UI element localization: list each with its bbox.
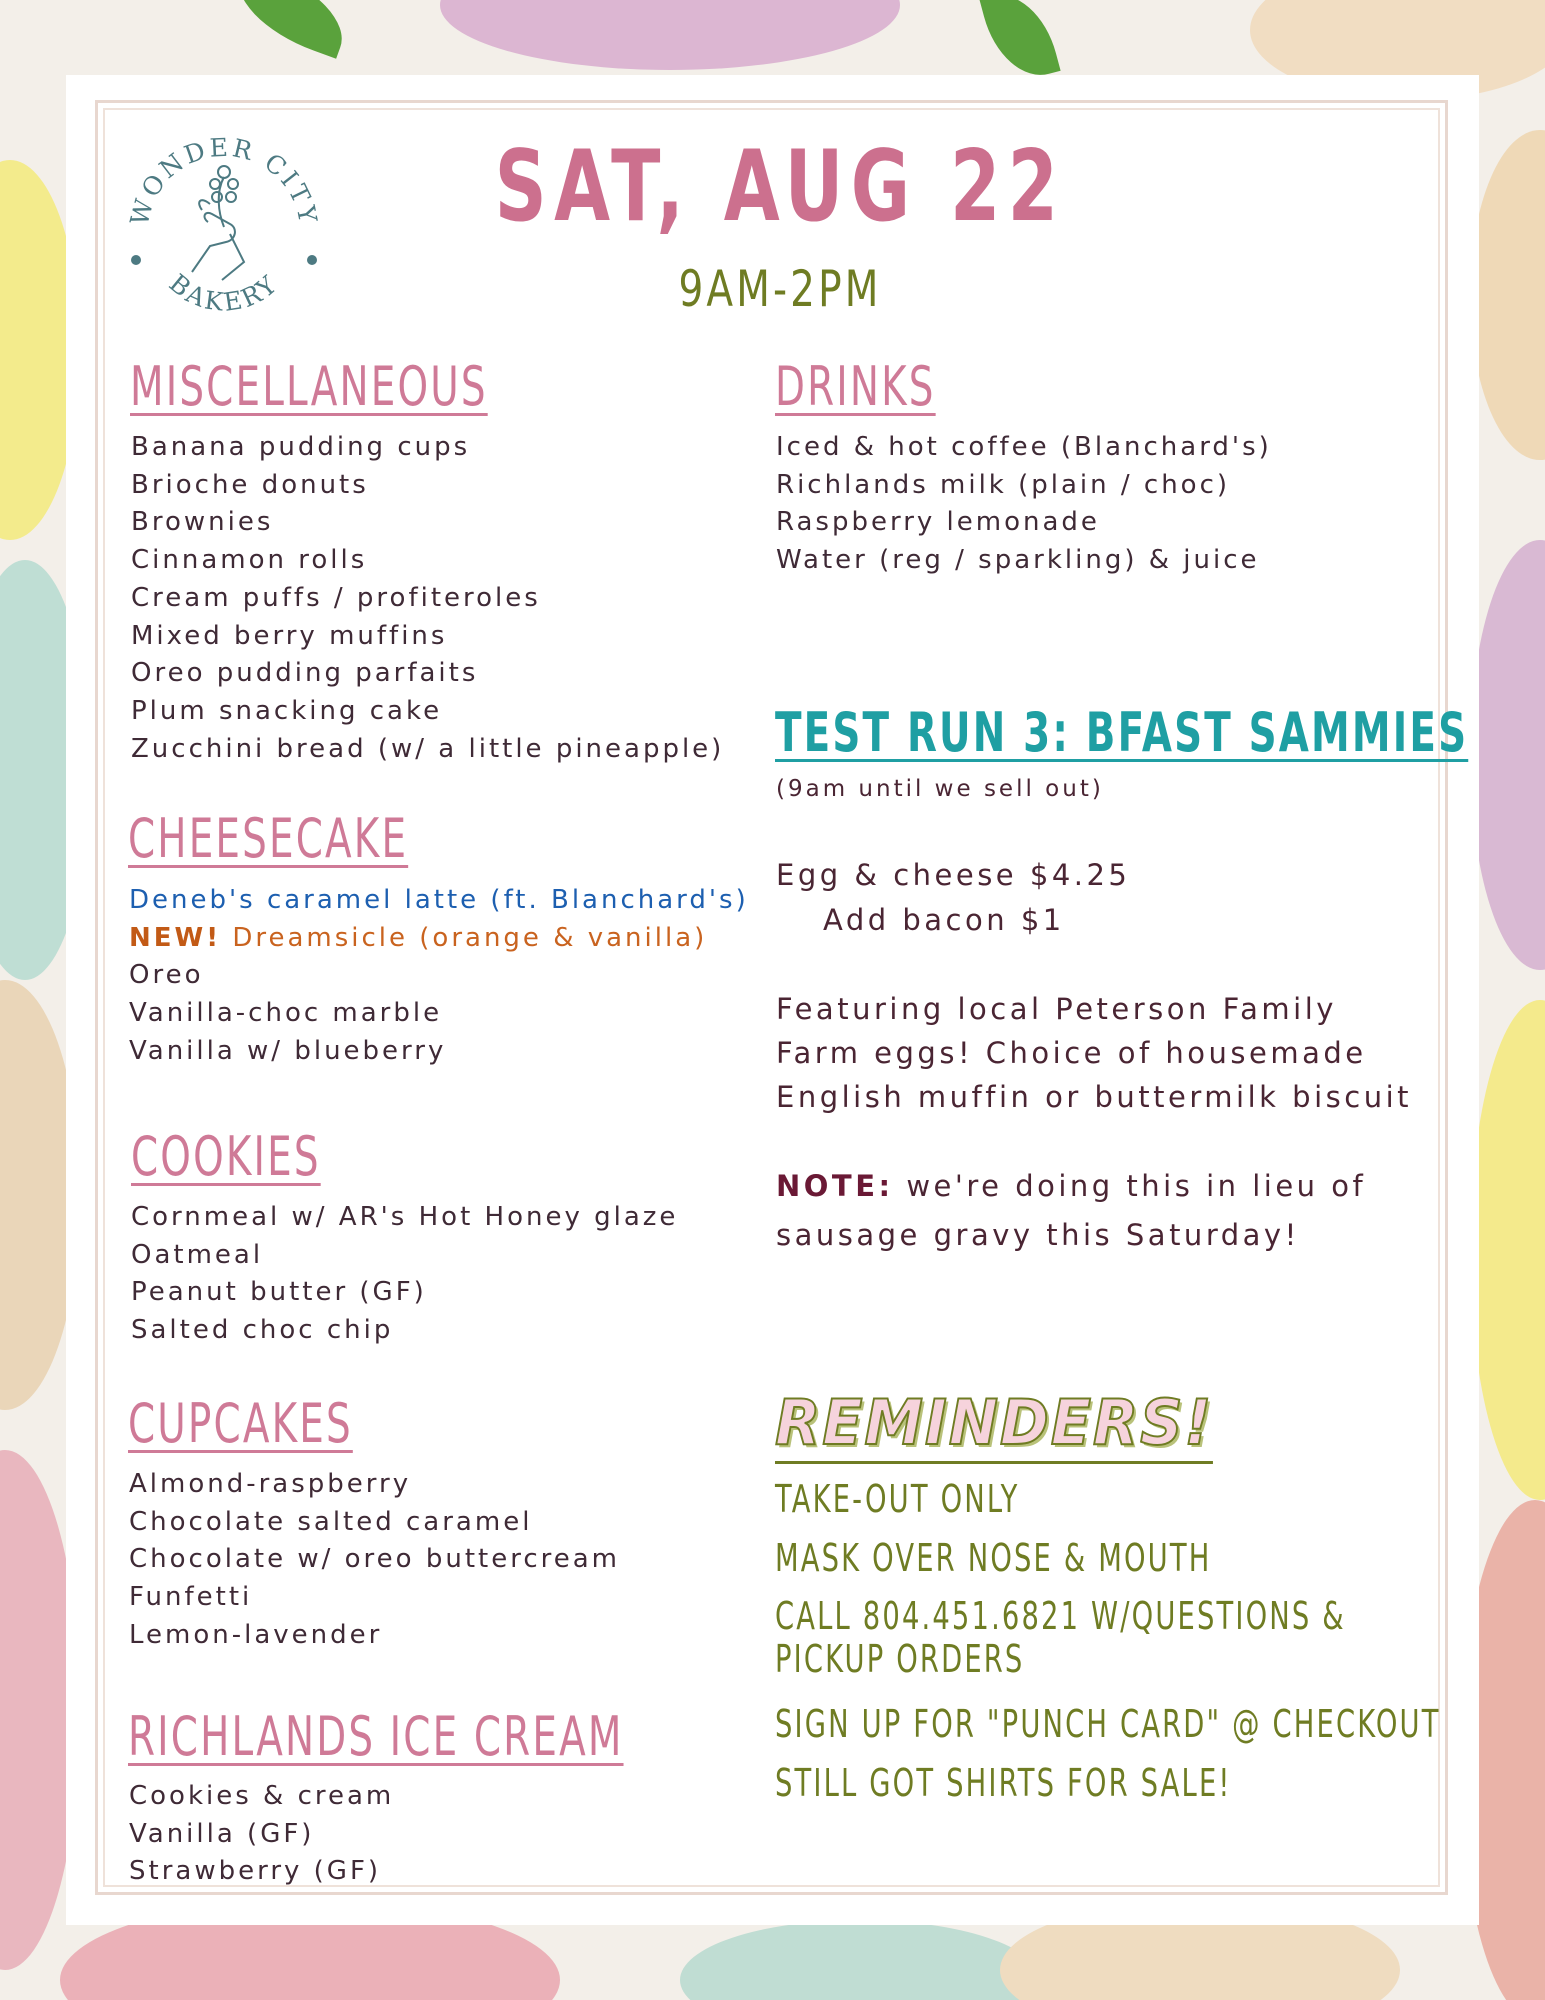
list-item: Raspberry lemonade [776, 507, 1100, 538]
ice-cream-list [129, 1778, 394, 1891]
cheesecake-heading: CHEESECAKE [128, 807, 409, 870]
feature-line: Farm eggs! Choice of housemade [776, 1036, 1367, 1070]
reminder-item: MASK OVER NOSE & MOUTH [775, 1536, 1212, 1580]
list-item: Almond-raspberry [129, 1469, 412, 1499]
list-item: Chocolate salted caramel [129, 1506, 533, 1537]
list-item: Mixed berry muffins [131, 620, 448, 651]
test-run-subtitle: (9am until we sell out) [776, 776, 1104, 802]
new-item-label: Dreamsicle (orange & vanilla) [232, 922, 708, 953]
reminder-item: TAKE-OUT ONLY [775, 1477, 1020, 1521]
list-item: Vanilla (GF) [129, 1818, 315, 1849]
hand-flower-icon [192, 166, 244, 280]
list-item: Banana pudding cups [131, 432, 471, 462]
list-item: Oatmeal [131, 1239, 264, 1270]
bakery-logo [118, 122, 330, 334]
test-run-price: Egg & cheese $4.25 [776, 858, 1131, 892]
list-item: Cream puffs / profiteroles [131, 582, 541, 613]
cookies-heading: COOKIES [131, 1125, 321, 1188]
svg-text:BAKERY [164, 268, 285, 317]
svg-text:WONDER CITY [125, 133, 323, 229]
macaron-decoration [1470, 130, 1545, 460]
list-item: Brownies [131, 507, 274, 538]
note-line [776, 1169, 1366, 1203]
list-item: Oreo pudding parfaits [131, 658, 479, 689]
event-date: SAT, AUG 22 [494, 130, 1066, 244]
list-item: Richlands milk (plain / choc) [776, 469, 1231, 500]
reminder-item: CALL 804.451.6821 W/QUESTIONS & [775, 1594, 1346, 1638]
cheesecake-list [129, 882, 749, 1071]
misc-heading: MISCELLANEOUS [130, 355, 488, 418]
list-item: Strawberry (GF) [129, 1856, 382, 1887]
list-item: Cinnamon rolls [131, 545, 368, 576]
drinks-list [776, 429, 1272, 580]
macaron-decoration [440, 0, 900, 70]
logo-top-text: WONDER CITY [124, 132, 324, 229]
new-item [129, 920, 749, 958]
cupcakes-heading: CUPCAKES [128, 1392, 353, 1455]
list-item: Oreo [129, 960, 204, 991]
list-item: Cookies & cream [129, 1781, 395, 1811]
test-run-heading: TEST RUN 3: BFAST SAMMIES [775, 701, 1469, 764]
cupcakes-list [129, 1466, 620, 1655]
list-item: Peanut butter (GF) [131, 1277, 427, 1308]
list-item: Iced & hot coffee (Blanchard's) [776, 432, 1272, 462]
list-item: Plum snacking cake [131, 695, 443, 726]
drinks-heading: DRINKS [775, 355, 936, 418]
note-text: we're doing this in lieu of [906, 1169, 1367, 1203]
note-label: NOTE: [776, 1169, 894, 1203]
featured-item: Deneb's caramel latte (ft. Blanchard's) [129, 885, 749, 915]
misc-list [131, 429, 724, 768]
reminders-heading: REMINDERS! [775, 1386, 1214, 1459]
reminder-item: STILL GOT SHIRTS FOR SALE! [775, 1761, 1232, 1805]
leaf-decoration [979, 0, 1060, 86]
ice-cream-heading: RICHLANDS ICE CREAM [128, 1705, 624, 1768]
feature-line: Featuring local Peterson Family [776, 992, 1337, 1026]
reminder-item: PICKUP ORDERS [775, 1637, 1025, 1681]
list-item: Cornmeal w/ AR's Hot Honey glaze [131, 1202, 679, 1232]
leaf-decoration [223, 0, 356, 59]
list-item: Lemon-lavender [129, 1619, 383, 1650]
list-item: Brioche donuts [131, 469, 369, 500]
macaron-decoration [680, 1920, 1040, 2000]
reminder-item: SIGN UP FOR "PUNCH CARD" @ CHECKOUT [775, 1702, 1441, 1746]
list-item: Chocolate w/ oreo buttercream [129, 1544, 620, 1575]
logo-bottom-text: BAKERY [163, 268, 285, 318]
list-item: Funfetti [129, 1582, 253, 1613]
test-run-addon: Add bacon $1 [823, 903, 1065, 937]
list-item: Vanilla w/ blueberry [129, 1035, 447, 1066]
macaron-decoration [1470, 540, 1545, 970]
cookies-list [131, 1199, 678, 1350]
list-item: Zucchini bread (w/ a little pineapple) [131, 733, 725, 764]
list-item: Salted choc chip [131, 1315, 394, 1346]
event-hours: 9AM-2PM [678, 260, 882, 318]
new-badge: NEW! [129, 922, 222, 953]
macaron-decoration [1470, 1000, 1545, 1500]
list-item: Water (reg / sparkling) & juice [776, 545, 1260, 576]
note-line-2: sausage gravy this Saturday! [776, 1218, 1300, 1252]
list-item: Vanilla-choc marble [129, 998, 443, 1029]
feature-line: English muffin or buttermilk biscuit [776, 1080, 1413, 1114]
